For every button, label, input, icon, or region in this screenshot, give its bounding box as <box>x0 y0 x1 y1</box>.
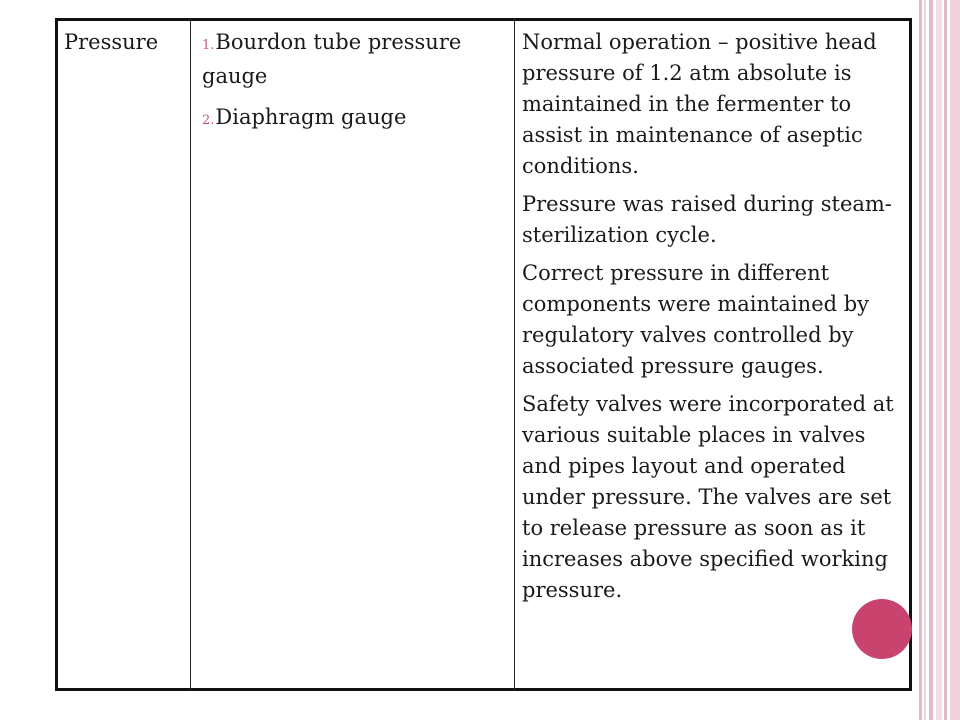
list-number: 1. <box>202 38 215 53</box>
list-item <box>202 102 508 136</box>
description-cell <box>522 27 908 613</box>
decorative-circle <box>852 599 912 659</box>
list-number: 2. <box>202 113 215 128</box>
decorative-border-stripe <box>924 0 926 720</box>
description-paragraph: Pressure was raised during steam-sterilization cycle. <box>522 192 892 247</box>
instrument-list <box>202 27 508 136</box>
decorative-border-stripe <box>936 0 942 720</box>
instrument-label: Bourdon tube pressure gauge <box>202 30 462 88</box>
decorative-border-stripe <box>929 0 933 720</box>
list-item <box>202 27 508 92</box>
instruments-cell <box>202 27 508 146</box>
description-paragraph: Correct pressure in different components were maintained by regulatory valves controlled by associated pressure gauges. <box>522 261 870 378</box>
table-column-divider <box>190 18 191 691</box>
decorative-border-stripe <box>950 0 960 720</box>
decorative-border-stripe <box>944 0 947 720</box>
parameter-cell: Pressure <box>64 30 159 54</box>
decorative-border-stripe <box>919 0 922 720</box>
description-paragraph: Normal operation – positive head pressure of 1.2 atm absolute is maintained in the fermenter to assist in maintenance of aseptic conditions. <box>522 30 877 178</box>
instrument-label: Diaphragm gauge <box>215 105 407 129</box>
description-paragraph: Safety valves were incorporated at various suitable places in valves and pipes layout and operated under pressure. The valves are set to release pressure as soon as it increases above specified working pressure. <box>522 392 894 602</box>
table-column-divider <box>514 18 515 691</box>
